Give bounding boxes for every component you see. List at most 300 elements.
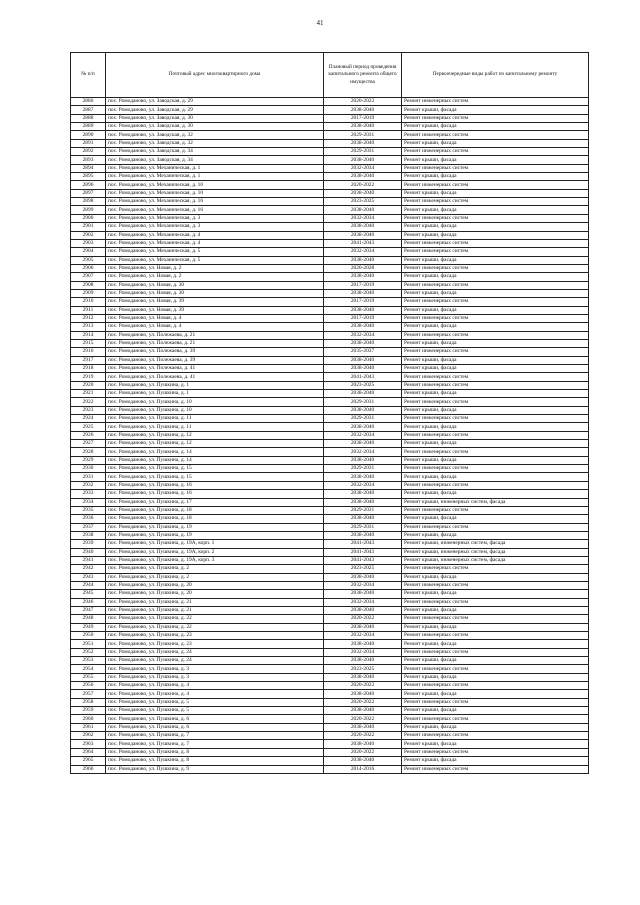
row-address: пос. Ромоданово, ул. Пушкина, д. 10 [106, 406, 324, 414]
table-row [71, 306, 589, 314]
row-works: Ремонт инженерных систем [402, 331, 589, 339]
row-works: Ремонт инженерных систем [402, 248, 589, 256]
row-address: пос. Ромоданово, ул. Пушкина, д. 11 [106, 415, 324, 423]
row-number: 2954 [71, 665, 106, 673]
row-period: 2038-2040 [324, 289, 402, 297]
row-address: пос. Ромоданово, ул. Пушкина, д. 20 [106, 581, 324, 589]
row-works: Ремонт крыши, фасада [402, 440, 589, 448]
row-address: пос. Ромоданово, ул. Механическая, д. 4 [106, 231, 324, 239]
row-address: пос. Ромоданово, ул. Пушкина, д. 15 [106, 473, 324, 481]
row-address: пос. Ромоданово, ул. Пушкина, д. 24 [106, 657, 324, 665]
row-period: 2023-2025 [324, 381, 402, 389]
row-address: пос. Ромоданово, ул. Пушкина, д. 22 [106, 623, 324, 631]
row-number: 2899 [71, 206, 106, 214]
row-period: 2020-2022 [324, 682, 402, 690]
row-works: Ремонт крыши, фасада [402, 590, 589, 598]
row-period: 2038-2040 [324, 231, 402, 239]
table-row [71, 456, 589, 464]
row-number: 2953 [71, 657, 106, 665]
row-period: 2032-2034 [324, 214, 402, 222]
row-address: пос. Ромоданово, ул. Пушкина, д. 23 [106, 640, 324, 648]
row-period: 2032-2034 [324, 331, 402, 339]
row-works: Ремонт инженерных систем [402, 415, 589, 423]
row-address: пос. Ромоданово, ул. Новая, д. 2 [106, 264, 324, 272]
header-address: Почтовый адрес многоквартирного дома [106, 53, 324, 98]
row-address: пос. Ромоданово, ул. Пушкина, д. 6 [106, 715, 324, 723]
row-period: 2020-2022 [324, 715, 402, 723]
row-number: 2964 [71, 748, 106, 756]
row-period: 2029-2031 [324, 506, 402, 514]
row-period: 2041-2043 [324, 556, 402, 564]
row-number: 2943 [71, 573, 106, 581]
table-row [71, 331, 589, 339]
row-address: пос. Ромоданово, ул. Пушкина, д. 7 [106, 732, 324, 740]
table-row [71, 581, 589, 589]
table-row [71, 556, 589, 564]
row-works: Ремонт инженерных систем [402, 648, 589, 656]
row-number: 2917 [71, 356, 106, 364]
row-number: 2889 [71, 123, 106, 131]
row-number: 2897 [71, 189, 106, 197]
row-period: 2038-2040 [324, 690, 402, 698]
table-row [71, 640, 589, 648]
row-number: 2891 [71, 139, 106, 147]
row-address: пос. Ромоданово, ул. Пушкина, д. 3 [106, 665, 324, 673]
row-period: 2038-2040 [324, 456, 402, 464]
row-number: 2893 [71, 156, 106, 164]
row-address: пос. Ромоданово, ул. Новая, д. 39 [106, 298, 324, 306]
row-works: Ремонт инженерных систем [402, 682, 589, 690]
row-address: пос. Ромоданово, ул. Механическая, д. 5 [106, 248, 324, 256]
table-row [71, 690, 589, 698]
row-works: Ремонт инженерных систем [402, 298, 589, 306]
row-address: пос. Ромоданово, ул. Пушкина, д. 11 [106, 423, 324, 431]
row-works: Ремонт крыши, фасада [402, 273, 589, 281]
row-period: 2038-2040 [324, 223, 402, 231]
row-works: Ремонт крыши, фасада [402, 640, 589, 648]
table-row [71, 606, 589, 614]
table-row [71, 298, 589, 306]
table-row [71, 164, 589, 172]
row-number: 2892 [71, 148, 106, 156]
row-address: пос. Ромоданово, ул. Пушкина, д. 5 [106, 698, 324, 706]
row-works: Ремонт крыши, фасада [402, 473, 589, 481]
row-period: 2038-2040 [324, 498, 402, 506]
row-works: Ремонт инженерных систем [402, 581, 589, 589]
table-row [71, 481, 589, 489]
row-period: 2032-2034 [324, 581, 402, 589]
table-row [71, 707, 589, 715]
table-row [71, 114, 589, 122]
row-period: 2038-2040 [324, 139, 402, 147]
row-address: пос. Ромоданово, ул. Механическая, д. 16 [106, 198, 324, 206]
row-works: Ремонт крыши, фасада [402, 406, 589, 414]
row-period: 2020-2022 [324, 181, 402, 189]
row-works: Ремонт инженерных систем [402, 148, 589, 156]
table-row [71, 440, 589, 448]
row-period: 2038-2040 [324, 440, 402, 448]
row-address: пос. Ромоданово, ул. Новая, д. 2 [106, 273, 324, 281]
row-works: Ремонт крыши, фасада [402, 156, 589, 164]
row-period: 2032-2034 [324, 632, 402, 640]
row-address: пос. Ромоданово, ул. Полежаева, д. 39 [106, 348, 324, 356]
table-row [71, 173, 589, 181]
row-address: пос. Ромоданово, ул. Пушкина, д. 24 [106, 648, 324, 656]
row-period: 2029-2031 [324, 415, 402, 423]
row-address: пос. Ромоданово, ул. Пушкина, д. 19 [106, 523, 324, 531]
row-period: 2017-2019 [324, 114, 402, 122]
row-address: пос. Ромоданово, ул. Пушкина, д. 16 [106, 481, 324, 489]
row-address: пос. Ромоданово, ул. Пушкина, д. 3 [106, 673, 324, 681]
row-period: 2029-2031 [324, 148, 402, 156]
table-row [71, 523, 589, 531]
row-number: 2904 [71, 248, 106, 256]
table-row [71, 590, 589, 598]
row-number: 2942 [71, 565, 106, 573]
row-works: Ремонт крыши, инженерных систем, фасада [402, 540, 589, 548]
row-period: 2038-2040 [324, 365, 402, 373]
row-number: 2915 [71, 339, 106, 347]
row-period: 2038-2040 [324, 473, 402, 481]
row-works: Ремонт инженерных систем [402, 615, 589, 623]
table-row [71, 181, 589, 189]
row-address: пос. Ромоданово, ул. Полежаева, д. 41 [106, 373, 324, 381]
row-address: пос. Ромоданово, ул. Заводская, д. 32 [106, 139, 324, 147]
row-period: 2023-2025 [324, 198, 402, 206]
row-number: 2950 [71, 632, 106, 640]
table-row [71, 698, 589, 706]
row-period: 2038-2040 [324, 306, 402, 314]
row-number: 2949 [71, 623, 106, 631]
row-number: 2903 [71, 239, 106, 247]
row-number: 2890 [71, 131, 106, 139]
row-period: 2038-2040 [324, 173, 402, 181]
table-row [71, 381, 589, 389]
row-period: 2041-2043 [324, 540, 402, 548]
table-row [71, 506, 589, 514]
row-number: 2959 [71, 707, 106, 715]
row-works: Ремонт крыши, фасада [402, 289, 589, 297]
table-row [71, 723, 589, 731]
row-address: пос. Ромоданово, ул. Новая, д. 4 [106, 323, 324, 331]
row-number: 2930 [71, 465, 106, 473]
row-period: 2038-2040 [324, 390, 402, 398]
row-number: 2945 [71, 590, 106, 598]
row-works: Ремонт крыши, фасада [402, 623, 589, 631]
row-works: Ремонт крыши, фасада [402, 723, 589, 731]
row-address: пос. Ромоданово, ул. Пушкина, д. 8 [106, 748, 324, 756]
row-works: Ремонт крыши, фасада [402, 390, 589, 398]
row-period: 2038-2040 [324, 490, 402, 498]
table-row [71, 448, 589, 456]
row-number: 2912 [71, 314, 106, 322]
row-works: Ремонт крыши, фасада [402, 531, 589, 539]
table-row [71, 665, 589, 673]
row-address: пос. Ромоданово, ул. Заводская, д. 29 [106, 106, 324, 114]
row-works: Ремонт крыши, фасада [402, 223, 589, 231]
row-address: пос. Ромоданово, ул. Новая, д. 4 [106, 314, 324, 322]
table-row [71, 673, 589, 681]
row-number: 2938 [71, 531, 106, 539]
row-works: Ремонт инженерных систем [402, 164, 589, 172]
row-works: Ремонт инженерных систем [402, 264, 589, 272]
row-period: 2038-2040 [324, 657, 402, 665]
row-period: 2020-2022 [324, 748, 402, 756]
row-period: 2029-2031 [324, 398, 402, 406]
row-works: Ремонт крыши, фасада [402, 139, 589, 147]
row-works: Ремонт крыши, фасада [402, 423, 589, 431]
row-works: Ремонт инженерных систем [402, 281, 589, 289]
table-row [71, 289, 589, 297]
row-address: пос. Ромоданово, ул. Механическая, д. 4 [106, 239, 324, 247]
table-row [71, 748, 589, 756]
row-number: 2931 [71, 473, 106, 481]
row-number: 2918 [71, 365, 106, 373]
table-row [71, 406, 589, 414]
row-period: 2038-2040 [324, 256, 402, 264]
row-address: пос. Ромоданово, ул. Пушкина, д. 18 [106, 515, 324, 523]
row-address: пос. Ромоданово, ул. Пушкина, д. 19 [106, 531, 324, 539]
table-row [71, 423, 589, 431]
row-address: пос. Ромоданово, ул. Механическая, д. 10 [106, 181, 324, 189]
row-address: пос. Ромоданово, ул. Пушкина, д. 14 [106, 456, 324, 464]
row-number: 2926 [71, 431, 106, 439]
row-works: Ремонт крыши, фасада [402, 339, 589, 347]
row-address: пос. Ромоданово, ул. Пушкина, д. 22 [106, 615, 324, 623]
row-address: пос. Ромоданово, ул. Пушкина, д. 2 [106, 565, 324, 573]
table-row [71, 657, 589, 665]
row-address: пос. Ромоданово, ул. Пушкина, д. 10 [106, 398, 324, 406]
row-period: 2038-2040 [324, 339, 402, 347]
row-address: пос. Ромоданово, ул. Пушкина, д. 8 [106, 757, 324, 765]
table-row [71, 356, 589, 364]
row-address: пос. Ромоданово, ул. Пушкина, д. 12 [106, 440, 324, 448]
row-works: Ремонт инженерных систем [402, 506, 589, 514]
row-number: 2951 [71, 640, 106, 648]
row-period: 2038-2040 [324, 707, 402, 715]
row-number: 2958 [71, 698, 106, 706]
row-number: 2952 [71, 648, 106, 656]
page-number: 41 [316, 19, 324, 27]
table-row [71, 123, 589, 131]
row-address: пос. Ромоданово, ул. Пушкина, д. 21 [106, 606, 324, 614]
row-period: 2029-2031 [324, 131, 402, 139]
row-period: 2017-2019 [324, 281, 402, 289]
row-number: 2929 [71, 456, 106, 464]
row-period: 2038-2040 [324, 606, 402, 614]
row-period: 2038-2040 [324, 323, 402, 331]
row-period: 2038-2040 [324, 123, 402, 131]
row-works: Ремонт крыши, фасада [402, 365, 589, 373]
row-number: 2901 [71, 223, 106, 231]
header-num: № п/п [71, 53, 106, 98]
row-works: Ремонт инженерных систем [402, 373, 589, 381]
table-row [71, 373, 589, 381]
row-number: 2925 [71, 423, 106, 431]
row-address: пос. Ромоданово, ул. Новая, д. 39 [106, 306, 324, 314]
row-number: 2902 [71, 231, 106, 239]
row-address: пос. Ромоданово, ул. Полежаева, д. 39 [106, 356, 324, 364]
row-works: Ремонт инженерных систем [402, 214, 589, 222]
row-number: 2905 [71, 256, 106, 264]
row-address: пос. Ромоданово, ул. Пушкина, д. 2 [106, 573, 324, 581]
row-address: пос. Ромоданово, ул. Пушкина, д. 1 [106, 381, 324, 389]
table-row [71, 323, 589, 331]
row-period: 2038-2040 [324, 623, 402, 631]
row-period: 2020-2022 [324, 732, 402, 740]
row-number: 2924 [71, 415, 106, 423]
row-address: пос. Ромоданово, ул. Пушкина, д. 1 [106, 390, 324, 398]
row-number: 2896 [71, 181, 106, 189]
row-number: 2934 [71, 498, 106, 506]
table-row [71, 264, 589, 272]
row-address: пос. Ромоданово, ул. Пушкина, д. 19А, корп. 2 [106, 548, 324, 556]
row-works: Ремонт крыши, фасада [402, 323, 589, 331]
row-number: 2939 [71, 540, 106, 548]
table-row [71, 765, 589, 773]
row-number: 2941 [71, 556, 106, 564]
row-number: 2911 [71, 306, 106, 314]
row-period: 2032-2034 [324, 164, 402, 172]
row-address: пос. Ромоданово, ул. Заводская, д. 34 [106, 156, 324, 164]
row-address: пос. Ромоданово, ул. Полежаева, д. 41 [106, 365, 324, 373]
row-works: Ремонт крыши, фасада [402, 690, 589, 698]
row-period: 2023-2025 [324, 565, 402, 573]
table-row [71, 632, 589, 640]
table-row [71, 740, 589, 748]
row-number: 2922 [71, 398, 106, 406]
row-period: 2038-2040 [324, 406, 402, 414]
row-works: Ремонт крыши, фасада [402, 173, 589, 181]
row-works: Ремонт инженерных систем [402, 448, 589, 456]
row-number: 2888 [71, 114, 106, 122]
row-number: 2900 [71, 214, 106, 222]
row-works: Ремонт инженерных систем [402, 481, 589, 489]
row-period: 2020-2022 [324, 98, 402, 106]
row-period: 2038-2040 [324, 723, 402, 731]
table-row [71, 131, 589, 139]
table-row [71, 431, 589, 439]
row-address: пос. Ромоданово, ул. Пушкина, д. 9 [106, 765, 324, 773]
row-address: пос. Ромоданово, ул. Механическая, д. 10 [106, 189, 324, 197]
row-works: Ремонт крыши, фасада [402, 206, 589, 214]
row-works: Ремонт инженерных систем [402, 114, 589, 122]
row-works: Ремонт инженерных систем [402, 131, 589, 139]
row-period: 2038-2040 [324, 673, 402, 681]
row-period: 2029-2031 [324, 465, 402, 473]
row-period: 2038-2040 [324, 189, 402, 197]
table-row [71, 231, 589, 239]
row-works: Ремонт инженерных систем [402, 765, 589, 773]
row-period: 2038-2040 [324, 206, 402, 214]
row-period: 2017-2019 [324, 298, 402, 306]
row-number: 2957 [71, 690, 106, 698]
row-number: 2898 [71, 198, 106, 206]
row-works: Ремонт крыши, фасада [402, 189, 589, 197]
row-address: пос. Ромоданово, ул. Пушкина, д. 16 [106, 490, 324, 498]
row-number: 2935 [71, 506, 106, 514]
row-number: 2944 [71, 581, 106, 589]
row-works: Ремонт инженерных систем [402, 348, 589, 356]
row-period: 2041-2043 [324, 548, 402, 556]
row-address: пос. Ромоданово, ул. Пушкина, д. 23 [106, 632, 324, 640]
row-number: 2948 [71, 615, 106, 623]
table-row [71, 256, 589, 264]
row-number: 2887 [71, 106, 106, 114]
table-row [71, 148, 589, 156]
row-period: 2041-2043 [324, 373, 402, 381]
row-address: пос. Ромоданово, ул. Механическая, д. 1 [106, 164, 324, 172]
row-number: 2913 [71, 323, 106, 331]
row-number: 2933 [71, 490, 106, 498]
row-address: пос. Ромоданово, ул. Пушкина, д. 12 [106, 431, 324, 439]
row-works: Ремонт крыши, фасада [402, 673, 589, 681]
row-works: Ремонт инженерных систем [402, 732, 589, 740]
row-works: Ремонт крыши, фасада [402, 707, 589, 715]
row-works: Ремонт инженерных систем [402, 715, 589, 723]
table-header-row [71, 53, 589, 98]
row-address: пос. Ромоданово, ул. Пушкина, д. 4 [106, 682, 324, 690]
table-row [71, 715, 589, 723]
table-row [71, 648, 589, 656]
row-number: 2947 [71, 606, 106, 614]
row-address: пос. Ромоданово, ул. Механическая, д. 5 [106, 256, 324, 264]
row-works: Ремонт инженерных систем [402, 381, 589, 389]
row-number: 2908 [71, 281, 106, 289]
row-works: Ремонт инженерных систем [402, 198, 589, 206]
table-row [71, 156, 589, 164]
row-number: 2940 [71, 548, 106, 556]
row-works: Ремонт инженерных систем [402, 598, 589, 606]
row-works: Ремонт инженерных систем [402, 465, 589, 473]
row-number: 2956 [71, 682, 106, 690]
row-address: пос. Ромоданово, ул. Пушкина, д. 21 [106, 598, 324, 606]
row-address: пос. Ромоданово, ул. Новая, д. 30 [106, 281, 324, 289]
table-row [71, 490, 589, 498]
table-row [71, 540, 589, 548]
table-row [71, 223, 589, 231]
row-period: 2038-2040 [324, 573, 402, 581]
row-number: 2962 [71, 732, 106, 740]
row-number: 2961 [71, 723, 106, 731]
row-number: 2907 [71, 273, 106, 281]
table-row [71, 598, 589, 606]
row-period: 2032-2034 [324, 431, 402, 439]
row-works: Ремонт инженерных систем [402, 565, 589, 573]
row-number: 2906 [71, 264, 106, 272]
row-number: 2965 [71, 757, 106, 765]
row-works: Ремонт крыши, фасада [402, 740, 589, 748]
row-number: 2886 [71, 98, 106, 106]
table-row [71, 214, 589, 222]
row-address: пос. Ромоданово, ул. Заводская, д. 30 [106, 114, 324, 122]
row-period: 2032-2034 [324, 648, 402, 656]
row-period: 2038-2040 [324, 423, 402, 431]
row-address: пос. Ромоданово, ул. Пушкина, д. 14 [106, 448, 324, 456]
row-works: Ремонт крыши, инженерных систем, фасада [402, 498, 589, 506]
row-works: Ремонт крыши, фасада [402, 256, 589, 264]
row-number: 2932 [71, 481, 106, 489]
table-body [71, 98, 589, 774]
table-row [71, 106, 589, 114]
row-number: 2946 [71, 598, 106, 606]
row-works: Ремонт крыши, фасада [402, 123, 589, 131]
row-period: 2038-2040 [324, 273, 402, 281]
table-row [71, 273, 589, 281]
table-row [71, 281, 589, 289]
row-works: Ремонт инженерных систем [402, 698, 589, 706]
row-number: 2921 [71, 390, 106, 398]
